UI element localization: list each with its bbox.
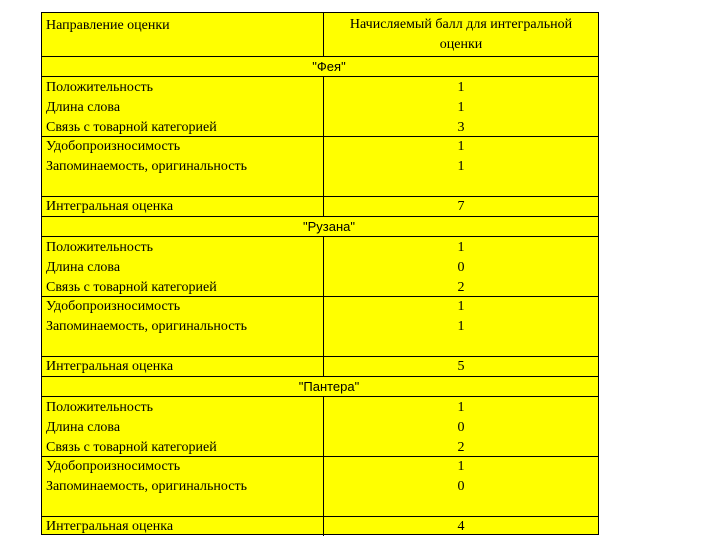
criteria-block: [42, 296, 598, 356]
total-label: Интегральная оценка: [46, 359, 174, 374]
group-title: "Фея": [312, 59, 346, 74]
criterion-cell: [42, 237, 324, 296]
score-cell: [324, 137, 598, 196]
group-title-row: [42, 376, 598, 396]
score-value: 0: [457, 420, 465, 435]
criterion-label: Длина слова: [46, 420, 121, 435]
score-cell: [324, 397, 598, 456]
score-cell: [324, 457, 598, 516]
header-score-cell: [324, 13, 598, 56]
score-cell: [324, 197, 598, 216]
total-label: Интегральная оценка: [46, 199, 174, 214]
total-score: 7: [457, 199, 465, 214]
total-row: [42, 516, 598, 536]
criterion-label: Связь с товарной категорией: [46, 280, 217, 295]
criterion-label: Запоминаемость, оригинальность: [46, 479, 247, 494]
score-value: 1: [457, 400, 465, 415]
criterion-cell: [42, 397, 324, 456]
header-criterion: Направление оценки: [46, 18, 170, 33]
criterion-label: Длина слова: [46, 260, 121, 275]
criteria-block: [42, 236, 598, 296]
score-value: 0: [457, 260, 465, 275]
score-value: 2: [457, 280, 465, 295]
group-title-row: [42, 216, 598, 236]
score-value: 3: [457, 120, 465, 135]
header-score-line1: Начисляемый балл для интегральной: [349, 17, 573, 32]
total-row: [42, 196, 598, 216]
criterion-cell: [42, 137, 324, 196]
criterion-label: Удобопроизносимость: [46, 299, 181, 314]
criteria-block: [42, 136, 598, 196]
criterion-label: Запоминаемость, оригинальность: [46, 319, 247, 334]
criterion-cell: [42, 297, 324, 356]
score-value: 1: [457, 299, 465, 314]
criterion-label: Положительность: [46, 400, 153, 415]
header-row: [42, 13, 598, 56]
score-value: 1: [457, 459, 465, 474]
score-value: 1: [457, 100, 465, 115]
total-score: 5: [457, 359, 465, 374]
criterion-cell: [42, 457, 324, 516]
score-value: 1: [457, 319, 465, 334]
criterion-label: Положительность: [46, 240, 153, 255]
score-cell: [324, 517, 598, 536]
criteria-block: [42, 456, 598, 516]
score-cell: [324, 237, 598, 296]
criterion-label: Длина слова: [46, 100, 121, 115]
criterion-label: Положительность: [46, 80, 153, 95]
criterion-label: Запоминаемость, оригинальность: [46, 159, 247, 174]
score-value: 0: [457, 479, 465, 494]
score-cell: [324, 297, 598, 356]
evaluation-table: [41, 12, 599, 535]
score-value: 1: [457, 240, 465, 255]
total-label: Интегральная оценка: [46, 519, 174, 534]
score-cell: [324, 77, 598, 136]
score-value: 2: [457, 440, 465, 455]
score-cell: [324, 357, 598, 376]
total-score: 4: [457, 519, 465, 534]
score-value: 1: [457, 80, 465, 95]
criterion-label: Удобопроизносимость: [46, 139, 181, 154]
criterion-label: Связь с товарной категорией: [46, 440, 217, 455]
group-title: "Рузана": [303, 219, 355, 234]
criterion-label: Связь с товарной категорией: [46, 120, 217, 135]
criteria-block: [42, 76, 598, 136]
group-title-row: [42, 56, 598, 76]
criterion-cell: [42, 77, 324, 136]
header-score-line2: оценки: [439, 37, 483, 52]
criterion-label: Удобопроизносимость: [46, 459, 181, 474]
criterion-cell: [42, 197, 324, 216]
group-title: "Пантера": [298, 379, 360, 394]
criterion-cell: [42, 357, 324, 376]
criteria-block: [42, 396, 598, 456]
score-value: 1: [457, 139, 465, 154]
criterion-cell: [42, 517, 324, 536]
score-value: 1: [457, 159, 465, 174]
total-row: [42, 356, 598, 376]
header-criterion-cell: [42, 13, 324, 56]
